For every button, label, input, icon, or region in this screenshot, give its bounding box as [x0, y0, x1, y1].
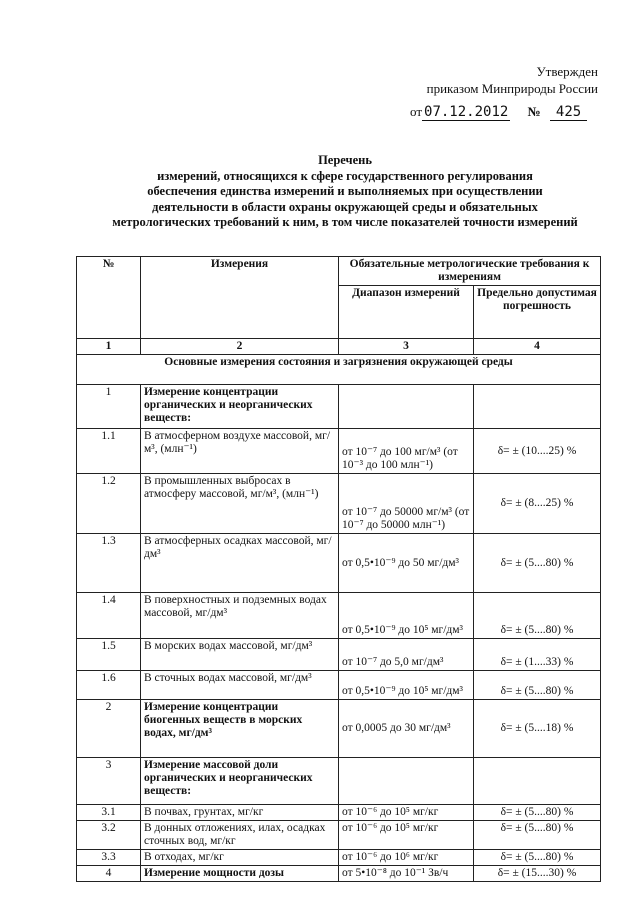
row-no: 3.1 [77, 805, 141, 821]
row-no: 1.1 [77, 429, 141, 474]
header-error: Предельно допустимая погрешность [474, 286, 601, 339]
header-no: № [77, 257, 141, 339]
approved-label: Утвержден [536, 64, 598, 79]
order-date-number [410, 104, 587, 120]
row-name: Измерение мощности дозы [141, 866, 339, 882]
row-no: 1.3 [77, 534, 141, 593]
row-name: Измерение массовой доли органических и неорганических веществ: [141, 758, 339, 805]
row-name: В поверхностных и подземных водах массовой, мг/дм³ [141, 593, 339, 639]
row-no: 1 [77, 385, 141, 429]
title-line: измерений, относящихся к сфере государственного регулирования [157, 168, 533, 183]
row-range: от 0,5•10⁻⁹ до 10⁵ мг/дм³ [339, 671, 474, 700]
row-name: В промышленных выбросах в атмосферу массовой, мг/м³, (млн⁻¹) [141, 474, 339, 534]
row-name: Измерение концентрации органических и неорганических веществ: [141, 385, 339, 429]
row-no: 1.4 [77, 593, 141, 639]
section-title: Основные измерения состояния и загрязнения окружающей среды [77, 355, 601, 385]
approval-block [408, 63, 598, 97]
row-no: 4 [77, 866, 141, 882]
row-name: В атмосферных осадках массовой, мг/дм³ [141, 534, 339, 593]
row-range: от 5•10⁻⁸ до 10⁻¹ Зв/ч [339, 866, 474, 882]
row-range [339, 758, 474, 805]
row-name: В морских водах массовой, мг/дм³ [141, 639, 339, 671]
row-no: 2 [77, 700, 141, 758]
row-name: В сточных водах массовой, мг/дм³ [141, 671, 339, 700]
row-range: от 10⁻⁶ до 10⁶ мг/кг [339, 850, 474, 866]
number-sign: № [527, 104, 541, 119]
row-no: 1.5 [77, 639, 141, 671]
row-range: от 10⁻⁷ до 5,0 мг/дм³ [339, 639, 474, 671]
row-error: δ= ± (5....80) % [474, 671, 601, 700]
col-number: 4 [474, 339, 601, 355]
row-error: δ= ± (8....25) % [474, 474, 601, 534]
title-line: обеспечения единства измерений и выполняемых при осуществлении [147, 184, 543, 198]
row-range: от 0,0005 до 30 мг/дм³ [339, 700, 474, 758]
row-no: 3.3 [77, 850, 141, 866]
header-requirements: Обязательные метрологические требования к измерениям [339, 257, 601, 286]
row-range: от 0,5•10⁻⁹ до 10⁵ мг/дм³ [339, 593, 474, 639]
row-error [474, 758, 601, 805]
row-error: δ= ± (15....30) % [474, 866, 601, 882]
row-no: 1.6 [77, 671, 141, 700]
row-range: от 10⁻⁶ до 10⁵ мг/кг [339, 805, 474, 821]
row-range: от 10⁻⁶ до 10⁵ мг/кг [339, 821, 474, 850]
row-error: δ= ± (10....25) % [474, 429, 601, 474]
row-name: В донных отложениях, илах, осадках сточных вод, мг/кг [141, 821, 339, 850]
document-title [60, 153, 630, 231]
approved-by-order: приказом Минприроды России [426, 81, 598, 96]
row-name: В почвах, грунтах, мг/кг [141, 805, 339, 821]
row-error [474, 385, 601, 429]
header-measurements: Измерения [141, 257, 339, 339]
row-error: δ= ± (5....80) % [474, 805, 601, 821]
row-error: δ= ± (5....80) % [474, 850, 601, 866]
header-range: Диапазон измерений [339, 286, 474, 339]
title-line: метрологических требований к ним, в том числе показателей точности измерений [112, 215, 578, 229]
row-name: В отходах, мг/кг [141, 850, 339, 866]
row-range [339, 385, 474, 429]
title-line: деятельности в области охраны окружающей среды и обязательных [152, 199, 538, 214]
col-number: 2 [141, 339, 339, 355]
title-line: Перечень [318, 153, 372, 167]
row-range: от 10⁻⁷ до 50000 мг/м³ (от 10⁻⁷ до 50000 млн⁻¹) [339, 474, 474, 534]
col-number: 3 [339, 339, 474, 355]
row-error: δ= ± (1....33) % [474, 639, 601, 671]
row-error: δ= ± (5....80) % [474, 821, 601, 850]
row-name: В атмосферном воздухе массовой, мг/м³, (млн⁻¹) [141, 429, 339, 474]
row-no: 3.2 [77, 821, 141, 850]
row-error: δ= ± (5....80) % [474, 534, 601, 593]
col-number: 1 [77, 339, 141, 355]
row-error: δ= ± (5....80) % [474, 593, 601, 639]
row-range: от 10⁻⁷ до 100 мг/м³ (от 10⁻³ до 100 млн⁻¹) [339, 429, 474, 474]
row-range: от 0,5•10⁻⁹ до 50 мг/дм³ [339, 534, 474, 593]
order-date: 07.12.2012 [424, 104, 509, 120]
row-no: 1.2 [77, 474, 141, 534]
row-no: 3 [77, 758, 141, 805]
order-number: 425 [550, 104, 587, 121]
row-error: δ= ± (5....18) % [474, 700, 601, 758]
row-name: Измерение концентрации биогенных веществ в морских водах, мг/дм³ [141, 700, 339, 758]
date-prefix: от [410, 104, 423, 119]
measurements-table [76, 256, 601, 882]
